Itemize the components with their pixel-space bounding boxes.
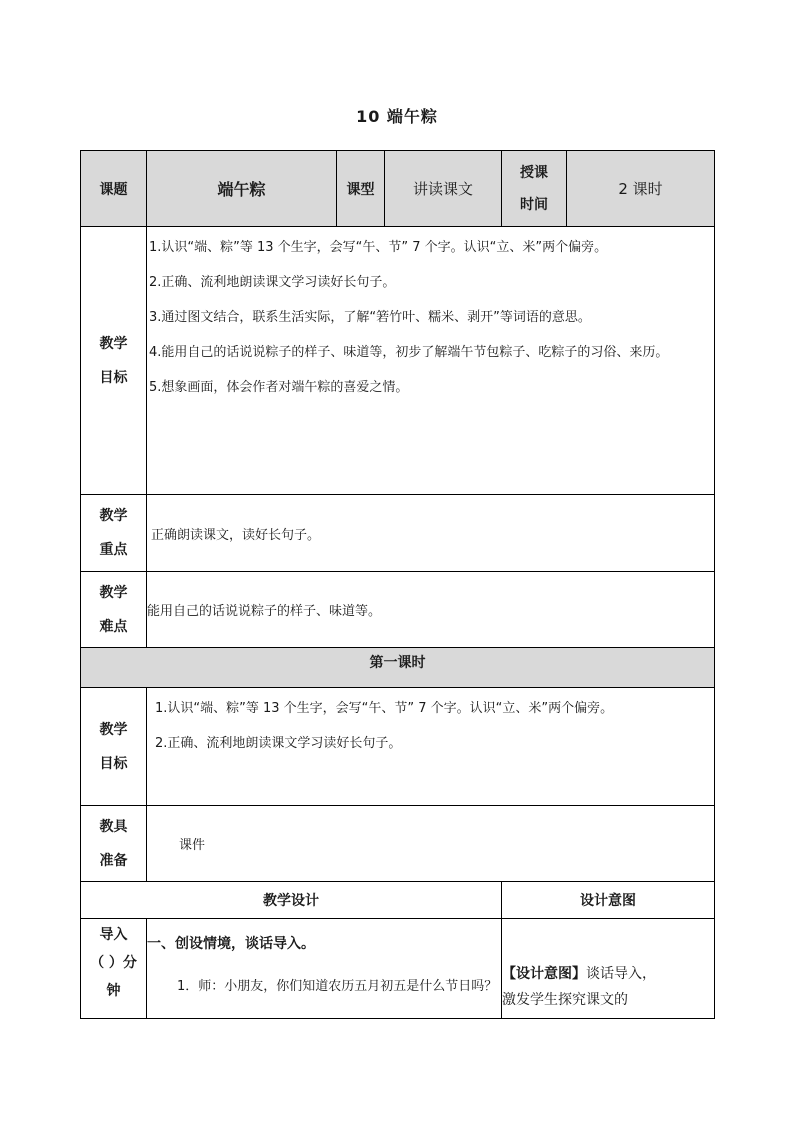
tools-label-line-2: 准备 [99, 852, 128, 869]
period-objective-item: 1.认识“端、粽”等 13 个生字，会写“午、节” 7 个字。认识“立、米”两个偏旁。 [155, 701, 614, 716]
key-points-row [81, 495, 715, 572]
design-column-header: 教学设计 [81, 882, 502, 919]
intent-column-header: 设计意图 [502, 882, 715, 919]
objective-item: 3.通过图文结合，联系生活实际，了解“箬竹叶、糯米、剥开”等词语的意思。 [149, 310, 591, 325]
intro-label-line-3: 钟 [106, 983, 121, 999]
objective-item: 4.能用自己的话说说粽子的样子、味道等，初步了解端午节包粽子、吃粽子的习俗、来历。 [149, 345, 669, 360]
intent-text-2: 激发学生探究课文的 [502, 992, 628, 1008]
intro-intent-line-1 [502, 961, 714, 987]
period-objectives-label [81, 688, 147, 806]
objectives-label [81, 227, 147, 495]
tools-label-line-1: 教具 [99, 818, 128, 835]
type-label: 课型 [337, 151, 385, 227]
time-label [502, 151, 567, 227]
time-label-line-2: 时间 [520, 196, 548, 213]
period-objectives-content [147, 688, 715, 806]
period-objective-item: 2.正确、流利地朗读课文学习读好长句子。 [155, 736, 402, 751]
intro-label [81, 919, 147, 1019]
objective-item: 5.想象画面，体会作者对端午粽的喜爱之情。 [149, 380, 409, 395]
intent-text-1: 谈话导入， [586, 966, 656, 982]
intro-content [147, 919, 502, 1019]
difficulties-row [81, 572, 715, 648]
page-title: 10 端午粽 [356, 107, 438, 126]
tools-value: 课件 [147, 806, 715, 882]
time-value: 2 课时 [567, 151, 715, 227]
difficulties-value: 能用自己的话说说粽子的样子、味道等。 [147, 572, 715, 648]
period-objectives-label-line-2: 目标 [99, 755, 128, 772]
key-points-label-line-2: 重点 [99, 542, 128, 558]
lesson-plan-table [80, 150, 715, 1019]
intro-row [81, 919, 715, 1019]
key-points-label-line-1: 教学 [99, 508, 128, 524]
design-header-row [81, 882, 715, 919]
difficulties-label-line-2: 难点 [99, 618, 128, 635]
objective-item: 1.认识“端、粽”等 13 个生字，会写“午、节” 7 个字。认识“立、米”两个偏旁。 [149, 240, 608, 255]
period-objectives-label-line-1: 教学 [99, 721, 128, 738]
objectives-label-line-1: 教学 [99, 335, 128, 352]
tools-row [81, 806, 715, 882]
objectives-row [81, 227, 715, 495]
period-objectives-row [81, 688, 715, 806]
header-row [81, 151, 715, 227]
key-points-label [81, 495, 147, 572]
objective-item: 2.正确、流利地朗读课文学习读好长句子。 [149, 275, 396, 290]
lesson-value: 端午粽 [147, 151, 337, 227]
tools-label [81, 806, 147, 882]
intro-intent [502, 919, 715, 1019]
time-label-line-1: 授课 [520, 164, 548, 181]
difficulties-label [81, 572, 147, 648]
intro-teacher-line: 1．师：小朋友，你们知道农历五月初五是什么节日吗？ [177, 979, 498, 994]
first-period-heading: 第一课时 [81, 648, 715, 688]
difficulties-label-line-1: 教学 [99, 584, 128, 601]
intro-label-line-2: （ ）分 [90, 955, 137, 971]
type-value: 讲读课文 [385, 151, 502, 227]
intro-section-title: 一、创设情境，谈话导入。 [147, 936, 315, 952]
objectives-label-line-2: 目标 [99, 369, 128, 386]
first-period-row [81, 648, 715, 688]
key-points-value: 正确朗读课文，读好长句子。 [147, 495, 715, 572]
intent-prefix: 【设计意图】 [502, 966, 586, 982]
objectives-content [147, 227, 715, 495]
lesson-label: 课题 [81, 151, 147, 227]
intro-label-line-1: 导入 [99, 927, 128, 943]
